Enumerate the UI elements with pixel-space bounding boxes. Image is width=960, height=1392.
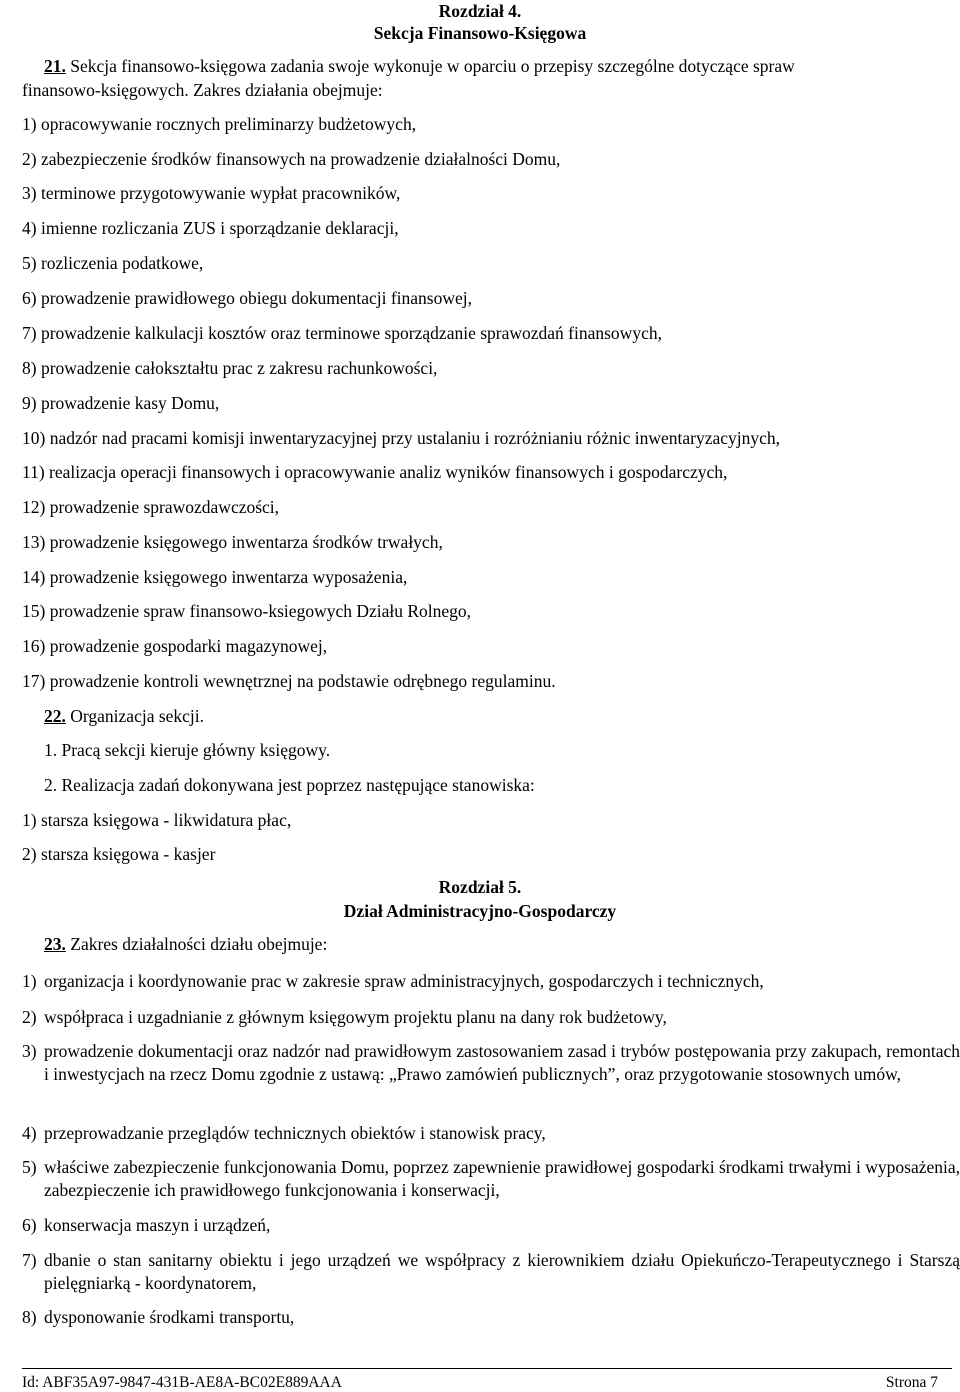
chapter-subtitle: Sekcja Finansowo-Księgowa: [373, 23, 587, 43]
list-item: [22, 1040, 960, 1086]
list-item-label: 6): [22, 1215, 37, 1235]
paragraph-number: 22.: [44, 706, 66, 726]
list-item-text: dbanie o stan sanitarny obiektu i jego urządzeń we współpracy z kierownikiem działu Opiekuńczo-Terapeutycznego i Starszą pielęgniarką - koordynatorem,: [44, 1250, 960, 1293]
list-item: 8) prowadzenie całokształtu prac z zakresu rachunkowości,: [22, 358, 438, 378]
list-item-label: 4): [22, 1123, 37, 1143]
list-item: [22, 970, 960, 993]
list-item-text: właściwe zabezpieczenie funkcjonowania Domu, poprzez zapewnienie prawidłowej gospodarki środkami trwałymi i wyposażenia, zabezpieczenie ich prawidłowego funkcjonowania i konserwacji,: [44, 1157, 960, 1200]
paragraph-number: 23.: [44, 934, 66, 954]
list-item: [22, 1214, 960, 1237]
page-number: Strona 7: [885, 1374, 938, 1391]
list-item-label: 8): [22, 1307, 37, 1327]
list-item: 2) zabezpieczenie środków finansowych na prowadzenie działalności Domu,: [22, 149, 561, 169]
list-item: [22, 1122, 960, 1145]
list-item: 10) nadzór nad pracami komisji inwentaryzacyjnej przy ustalaniu i rozróżnianiu różnic inwentaryzacyjnych,: [22, 428, 781, 448]
list-item-text: przeprowadzanie przeglądów technicznych obiektów i stanowisk pracy,: [44, 1123, 546, 1143]
list-item: [22, 1006, 960, 1029]
list-item: 6) prowadzenie prawidłowego obiegu dokumentacji finansowej,: [22, 288, 473, 308]
list-item-text: współpraca i uzgadnianie z głównym księgowym projektu planu na dany rok budżetowy,: [44, 1007, 667, 1027]
paragraph-21-line2: finansowo-księgowych. Zakres działania obejmuje:: [22, 80, 383, 100]
list-item: 4) imienne rozliczania ZUS i sporządzanie deklaracji,: [22, 218, 399, 238]
list-item: 2) starsza księgowa - kasjer: [22, 844, 216, 864]
paragraph-text: Sekcja finansowo-księgowa zadania swoje wykonuje w oparciu o przepisy szczególne dotyczące spraw: [70, 56, 795, 76]
paragraph-number: 21.: [44, 56, 66, 76]
document-id: Id: ABF35A97-9847-431B-AE8A-BC02E889AAA: [22, 1374, 342, 1391]
list-item-label: 2): [22, 1007, 37, 1027]
list-item: [22, 1306, 960, 1329]
list-item: [22, 1249, 960, 1295]
list-item: 1) opracowywanie rocznych preliminarzy budżetowych,: [22, 114, 417, 134]
list-item: 15) prowadzenie spraw finansowo-ksiegowych Działu Rolnego,: [22, 601, 472, 621]
list-item: 11) realizacja operacji finansowych i opracowywanie analiz wyników finansowych i gospodarczych,: [22, 462, 728, 482]
footer-divider: [22, 1368, 952, 1369]
list-item: [22, 1156, 960, 1202]
chapter-subtitle: Dział Administracyjno-Gospodarczy: [343, 901, 617, 921]
list-item: 14) prowadzenie księgowego inwentarza wyposażenia,: [22, 567, 408, 587]
list-item: 17) prowadzenie kontroli wewnętrznej na podstawie odrębnego regulaminu.: [22, 671, 556, 691]
chapter-title: Rozdział 5.: [438, 877, 522, 897]
list-item-text: organizacja i koordynowanie prac w zakresie spraw administracyjnych, gospodarczych i technicznych,: [44, 971, 764, 991]
list-item: 1. Pracą sekcji kieruje główny księgowy.: [44, 740, 331, 760]
paragraph-23: [44, 933, 327, 955]
list-item-label: 7): [22, 1250, 37, 1270]
list-item-label: 1): [22, 971, 37, 991]
list-item: 2. Realizacja zadań dokonywana jest poprzez następujące stanowiska:: [44, 775, 535, 795]
list-item-text: konserwacja maszyn i urządzeń,: [44, 1215, 271, 1235]
paragraph-text: Organizacja sekcji.: [70, 706, 205, 726]
list-item-text: prowadzenie dokumentacji oraz nadzór nad prawidłowym zastosowaniem zasad i trybów postępowania przy zakupach, remontach i inwestycjach na rzecz Domu zgodnie z ustawą: „Prawo zamówień publicznych”, oraz przygotowanie stosownych umów,: [44, 1041, 960, 1084]
list-item: 16) prowadzenie gospodarki magazynowej,: [22, 636, 328, 656]
list-item: 13) prowadzenie księgowego inwentarza środków trwałych,: [22, 532, 443, 552]
paragraph-text: Zakres działalności działu obejmuje:: [70, 934, 328, 954]
list-item: 12) prowadzenie sprawozdawczości,: [22, 497, 280, 517]
paragraph-22: [44, 705, 204, 727]
list-item: 1) starsza księgowa - likwidatura płac,: [22, 810, 292, 830]
paragraph-21-line1: [44, 55, 795, 77]
list-item: 5) rozliczenia podatkowe,: [22, 253, 204, 273]
list-item: 3) terminowe przygotowywanie wypłat pracowników,: [22, 183, 401, 203]
chapter-title: Rozdział 4.: [438, 1, 522, 21]
list-item-label: 5): [22, 1157, 37, 1177]
list-item-label: 3): [22, 1041, 37, 1061]
list-item: 9) prowadzenie kasy Domu,: [22, 393, 220, 413]
list-item-text: dysponowanie środkami transportu,: [44, 1307, 295, 1327]
list-item: 7) prowadzenie kalkulacji kosztów oraz terminowe sporządzanie sprawozdań finansowych,: [22, 323, 662, 343]
